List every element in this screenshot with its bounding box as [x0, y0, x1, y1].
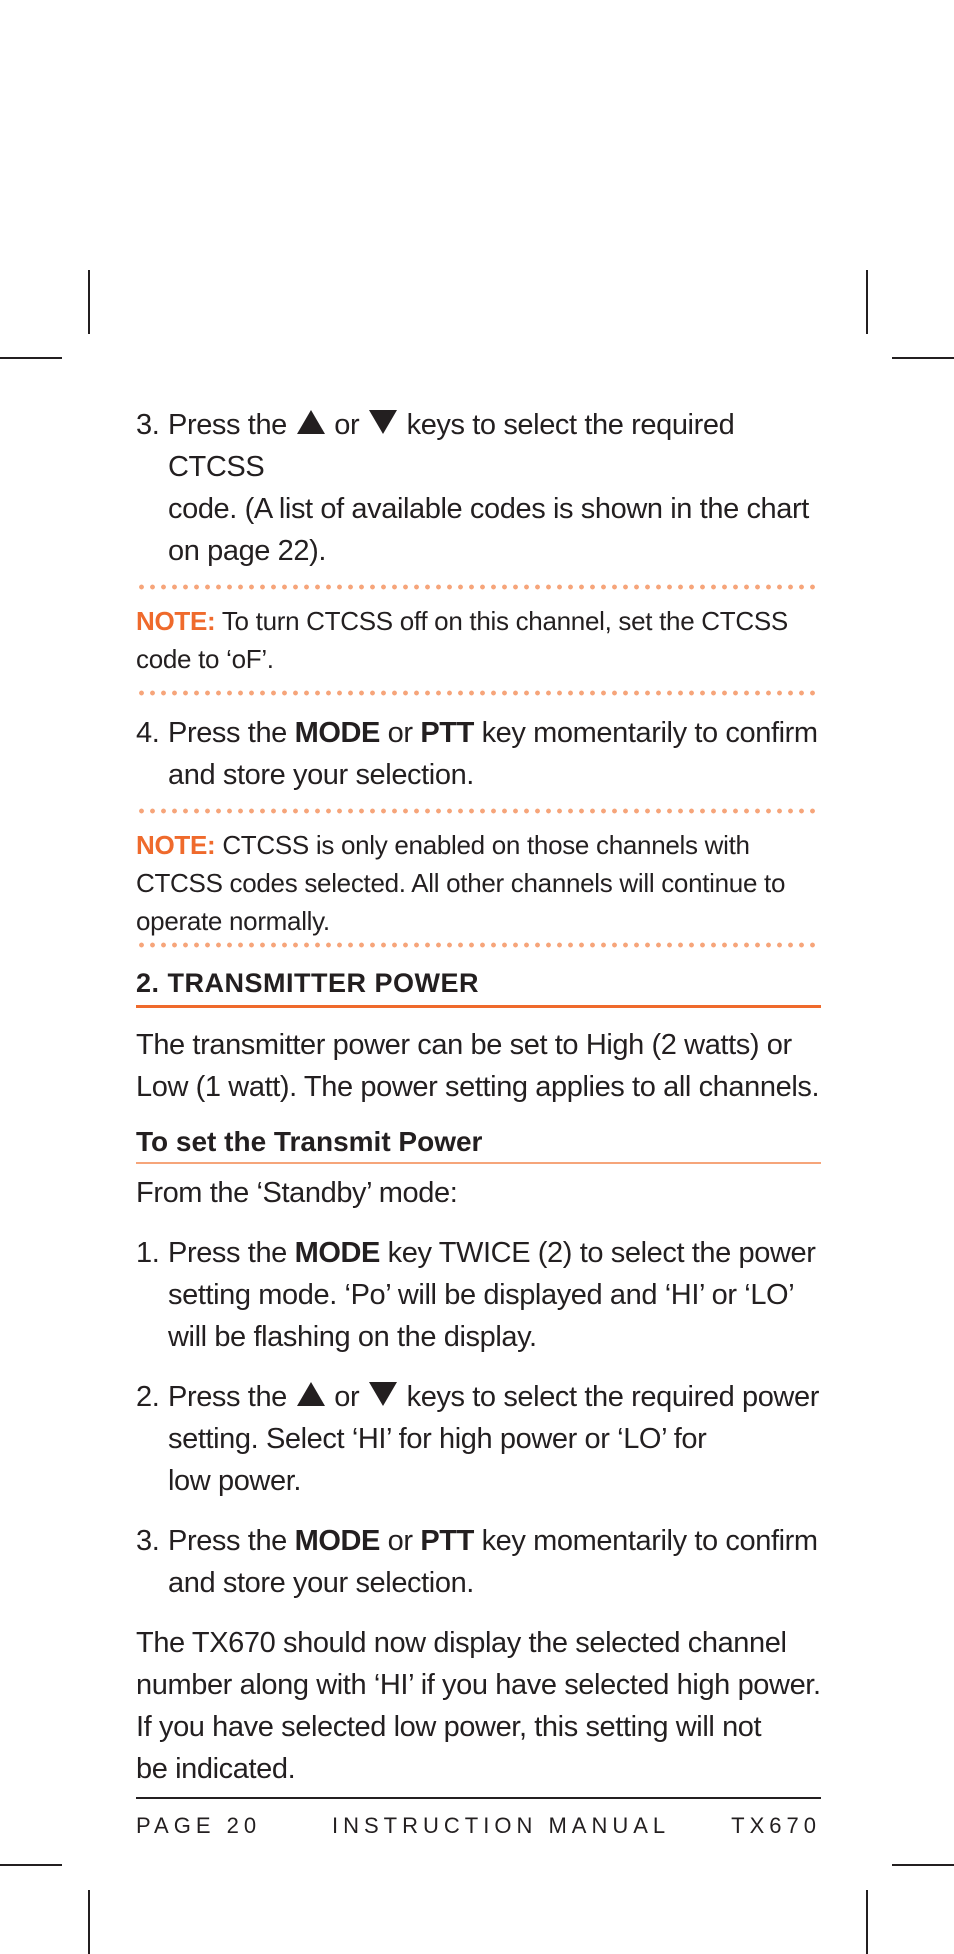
- note-ctcss-enabled: NOTE: CTCSS is only enabled on those channels with CTCSS codes selected. All other channels will continue to operate normally.: [136, 830, 786, 936]
- down-arrow-icon: [369, 1382, 397, 1406]
- crop-mark: [866, 1890, 868, 1954]
- step-3-ctcss: 3. Press the or keys to select the required CTCSS code. (A list of available codes is shown in the chart on page 22).: [136, 404, 821, 572]
- crop-mark: [892, 357, 954, 359]
- ptt-key-label: PTT: [420, 1525, 474, 1557]
- up-arrow-icon: [297, 410, 325, 434]
- subheading: To set the Transmit Power: [136, 1126, 821, 1164]
- ptt-key-label: PTT: [420, 717, 474, 749]
- page-footer: [136, 1797, 821, 1838]
- dotted-divider: [136, 690, 821, 696]
- power-step-1: 1. Press the MODE key TWICE (2) to select the power setting mode. ‘Po’ will be displayed and ‘HI’ or ‘LO’ will be flashing on the display.: [136, 1237, 816, 1353]
- crop-mark: [88, 1890, 90, 1954]
- closing-paragraph: The TX670 should now display the selected channel number along with ‘HI’ if you have selected high power. If you have selected low power, this setting will not be indicated.: [136, 1627, 821, 1785]
- mode-key-label: MODE: [294, 1525, 380, 1557]
- dotted-divider: [136, 942, 821, 948]
- crop-mark: [88, 270, 90, 334]
- model-name: TX670: [731, 1813, 821, 1838]
- power-step-3: 3. Press the MODE or PTT key momentarily to confirm and store your selection.: [136, 1525, 818, 1599]
- note-label: NOTE:: [136, 830, 216, 860]
- standby-text: From the ‘Standby’ mode:: [136, 1177, 458, 1209]
- power-step-2: 2. Press the or keys to select the required power setting. Select ‘HI’ for high power or ‘LO’ for low power.: [136, 1381, 819, 1497]
- crop-mark: [866, 270, 868, 334]
- crop-mark: [0, 357, 62, 359]
- note-label: NOTE:: [136, 606, 216, 636]
- manual-title: INSTRUCTION MANUAL: [332, 1813, 671, 1838]
- mode-key-label: MODE: [294, 717, 380, 749]
- step-number: 3.: [136, 409, 160, 441]
- dotted-divider: [136, 808, 821, 814]
- intro-paragraph: The transmitter power can be set to High (2 watts) or Low (1 watt). The power setting applies to all channels.: [136, 1029, 820, 1103]
- crop-mark: [0, 1864, 62, 1866]
- step-4-confirm: 4. Press the MODE or PTT key momentarily to confirm and store your selection.: [136, 717, 818, 791]
- up-arrow-icon: [297, 1382, 325, 1406]
- page-number: PAGE 20: [136, 1813, 262, 1838]
- down-arrow-icon: [369, 410, 397, 434]
- page-content: [136, 404, 821, 1790]
- note-ctcss-off: NOTE: To turn CTCSS off on this channel, set the CTCSS code to ‘oF’.: [136, 606, 788, 674]
- dotted-divider: [136, 584, 821, 590]
- crop-mark: [892, 1864, 954, 1866]
- section-heading: 2. TRANSMITTER POWER: [136, 968, 821, 1008]
- mode-key-label: MODE: [294, 1237, 380, 1269]
